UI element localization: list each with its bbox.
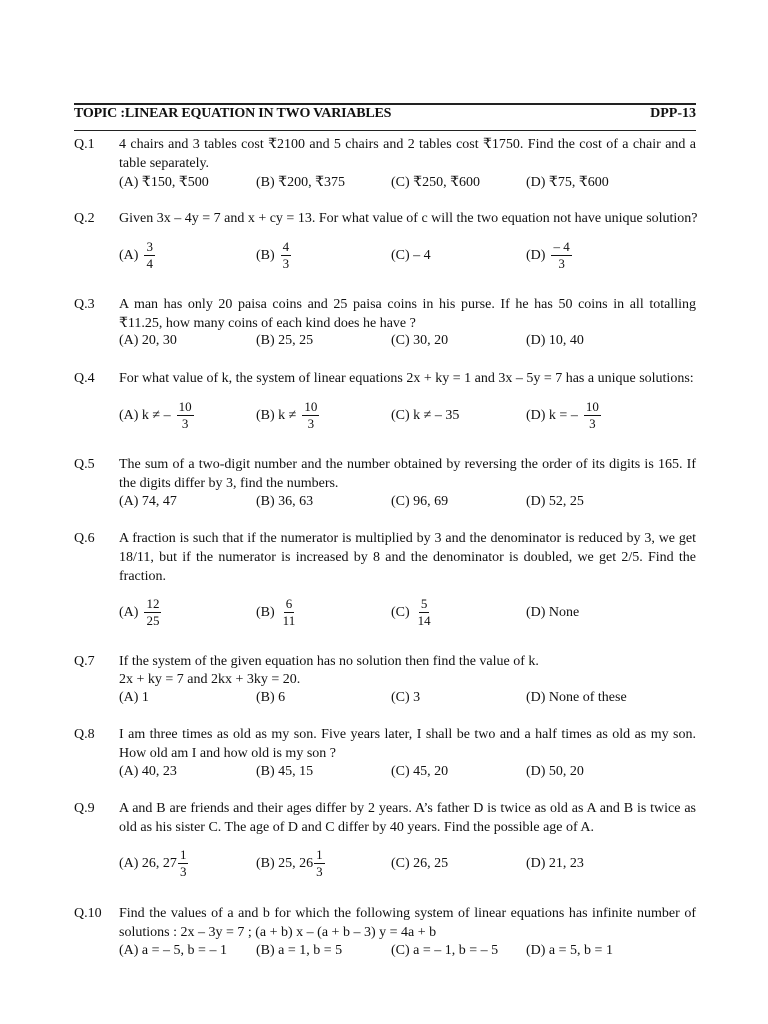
option-b: (B) 36, 63 [256, 494, 314, 509]
question-text: A man has only 20 paisa coins and 25 paisa coins in his purse. If he has 50 coins in all totalling ₹11.25, how many coins of each kind does he have ? [119, 297, 696, 331]
option-d: (D) 10, 40 [526, 333, 584, 348]
fraction-numerator: – 4 [553, 238, 570, 254]
question-text: A and B are friends and their ages differ by 2 years. A’s father D is twice as old as A and B is twice as old as his sister C. The age of D and C differ by 40 years. Find the possible age of A. [119, 801, 696, 835]
option-b: (B) 25, 25 [256, 333, 314, 348]
options-row [119, 173, 696, 192]
options-row [119, 235, 696, 275]
question-equation: 2x + ky = 7 and 2kx + 3ky = 20. [119, 672, 301, 687]
option-c: (C) a = – 1, b = – 5 [391, 943, 499, 958]
option-a: (A) 74, 47 [119, 494, 177, 509]
question-text: Find the values of a and b for which the following system of linear equations has infinite number of solutions : 2x – 3y = 7 ; (a + b) x – (a + b – 3) y = 4a + b [119, 906, 696, 940]
option-a: (A) 1 [119, 690, 149, 705]
option-label: (A) [119, 604, 139, 620]
fraction-numerator: 10 [304, 398, 318, 414]
question-number: Q.4 [74, 371, 95, 386]
fraction-denominator: 3 [282, 255, 290, 271]
question-number: Q.10 [74, 906, 102, 921]
fraction-denominator: 3 [181, 415, 189, 431]
fraction [144, 596, 161, 629]
option-a [119, 592, 161, 632]
option-b: (B) 6 [256, 690, 286, 705]
option-a: (A) ₹150, ₹500 [119, 175, 209, 190]
fraction-denominator: 4 [146, 255, 153, 271]
fraction-numerator: 4 [282, 238, 290, 254]
question-text: For what value of k, the system of linear equations 2x + ky = 1 and 3x – 5y = 7 has a unique solutions: [119, 371, 694, 386]
fraction-numerator: 10 [178, 398, 192, 414]
question-number: Q.5 [74, 457, 95, 472]
question-text: I am three times as old as my son. Five years later, I shall be two and a half times as old as my son. How old am I and how old is my son ? [119, 727, 696, 761]
worksheet-page [74, 0, 696, 1024]
question-number: Q.3 [74, 297, 95, 312]
fraction-numerator: 12 [146, 595, 160, 611]
option-a [119, 395, 194, 435]
fraction-denominator: 25 [146, 612, 160, 628]
option-b [256, 235, 291, 275]
option-b: (B) a = 1, b = 5 [256, 943, 343, 958]
option-b [256, 592, 297, 632]
option-a: (A) 40, 23 [119, 764, 177, 779]
fraction-denominator: 3 [558, 255, 565, 271]
option-b: (B) ₹200, ₹375 [256, 175, 345, 190]
option-c [391, 235, 431, 275]
fraction [584, 399, 601, 432]
option-b: (B) 45, 15 [256, 764, 314, 779]
option-label: (A) [119, 247, 139, 263]
question-text: The sum of a two-digit number and the number obtained by reversing the order of its digits is 165. If the digits differ by 3, find the numbers. [119, 457, 696, 491]
fraction [144, 239, 155, 272]
option-c: (C) 45, 20 [391, 764, 449, 779]
option-c: (C) 30, 20 [391, 333, 449, 348]
option-d [526, 235, 572, 275]
option-d [526, 395, 601, 435]
question-number: Q.6 [74, 531, 95, 546]
option-label: (D) [526, 247, 546, 263]
option-c: (C) 3 [391, 690, 421, 705]
option-label: (B) 25, 26 [256, 855, 314, 871]
question-number: Q.8 [74, 727, 95, 742]
option-a [119, 235, 155, 275]
fraction [281, 239, 292, 272]
fraction-numerator: 1 [179, 846, 187, 862]
option-label: (D) k = – [526, 407, 578, 423]
option-d: (D) 50, 20 [526, 764, 584, 779]
option-label: (A) 26, 27 [119, 855, 177, 871]
option-label: (C) k ≠ – 35 [391, 407, 460, 423]
fraction-numerator: 5 [420, 595, 428, 611]
fraction [178, 847, 189, 880]
option-d: (D) None of these [526, 690, 627, 705]
options-row [119, 592, 696, 632]
option-label: (C) [391, 604, 410, 620]
option-d: (D) ₹75, ₹600 [526, 175, 609, 190]
fraction-denominator: 11 [282, 612, 296, 628]
option-label: (B) k ≠ [256, 407, 297, 423]
question-number: Q.1 [74, 137, 95, 152]
question-number: Q.9 [74, 801, 95, 816]
option-label: (C) – 4 [391, 247, 431, 263]
option-c [391, 395, 459, 435]
option-c [391, 843, 448, 883]
dpp-code: DPP-13 [650, 106, 696, 121]
option-label: (B) [256, 247, 275, 263]
fraction-numerator: 1 [316, 846, 323, 862]
question-number: Q.7 [74, 654, 95, 669]
option-a: (A) a = – 5, b = – 1 [119, 943, 227, 958]
fraction-denominator: 3 [316, 863, 323, 879]
option-a [119, 843, 188, 883]
question-text: Given 3x – 4y = 7 and x + cy = 13. For what value of c will the two equation not have unique solution? [119, 211, 698, 226]
fraction-numerator: 3 [146, 238, 153, 254]
fraction-numerator: 6 [285, 595, 293, 611]
fraction [416, 596, 433, 629]
options-row [119, 762, 696, 781]
fraction [302, 399, 319, 432]
fraction [177, 399, 194, 432]
question-number: Q.2 [74, 211, 95, 226]
option-c: (C) 96, 69 [391, 494, 449, 509]
topic-title: TOPIC :LINEAR EQUATION IN TWO VARIABLES [74, 106, 392, 121]
option-d [526, 843, 584, 883]
options-row [119, 331, 696, 350]
option-c [391, 592, 433, 632]
option-label: (D) None [526, 604, 580, 620]
options-row [119, 395, 696, 435]
option-d: (D) a = 5, b = 1 [526, 943, 613, 958]
options-row [119, 941, 696, 960]
question-text: If the system of the given equation has no solution then find the value of k. [119, 654, 539, 669]
option-d [526, 592, 579, 632]
fraction [314, 847, 325, 880]
option-d: (D) 52, 25 [526, 494, 584, 509]
worksheet-header [74, 103, 696, 131]
options-row [119, 688, 696, 707]
option-label: (D) 21, 23 [526, 855, 584, 871]
option-b [256, 395, 319, 435]
option-c: (C) ₹250, ₹600 [391, 175, 480, 190]
option-label: (B) [256, 604, 275, 620]
fraction-numerator: 10 [585, 398, 599, 414]
fraction [281, 596, 298, 629]
fraction [551, 239, 571, 272]
question-text: 4 chairs and 3 tables cost ₹2100 and 5 chairs and 2 tables cost ₹1750. Find the cost of a chair and a table separately. [119, 137, 696, 171]
options-row [119, 843, 696, 883]
option-label: (A) k ≠ – [119, 407, 171, 423]
fraction-denominator: 3 [307, 415, 315, 431]
options-row [119, 492, 696, 511]
fraction-denominator: 3 [179, 863, 187, 879]
option-a: (A) 20, 30 [119, 333, 177, 348]
question-text: A fraction is such that if the numerator is multiplied by 3 and the denominator is reduced by 3, we get 18/11, but if the numerator is increased by 8 and the denominator is doubled, we get 2/5. Find the fraction. [119, 531, 696, 584]
option-b [256, 843, 325, 883]
fraction-denominator: 3 [589, 415, 596, 431]
option-label: (C) 26, 25 [391, 855, 449, 871]
fraction-denominator: 14 [417, 612, 431, 628]
